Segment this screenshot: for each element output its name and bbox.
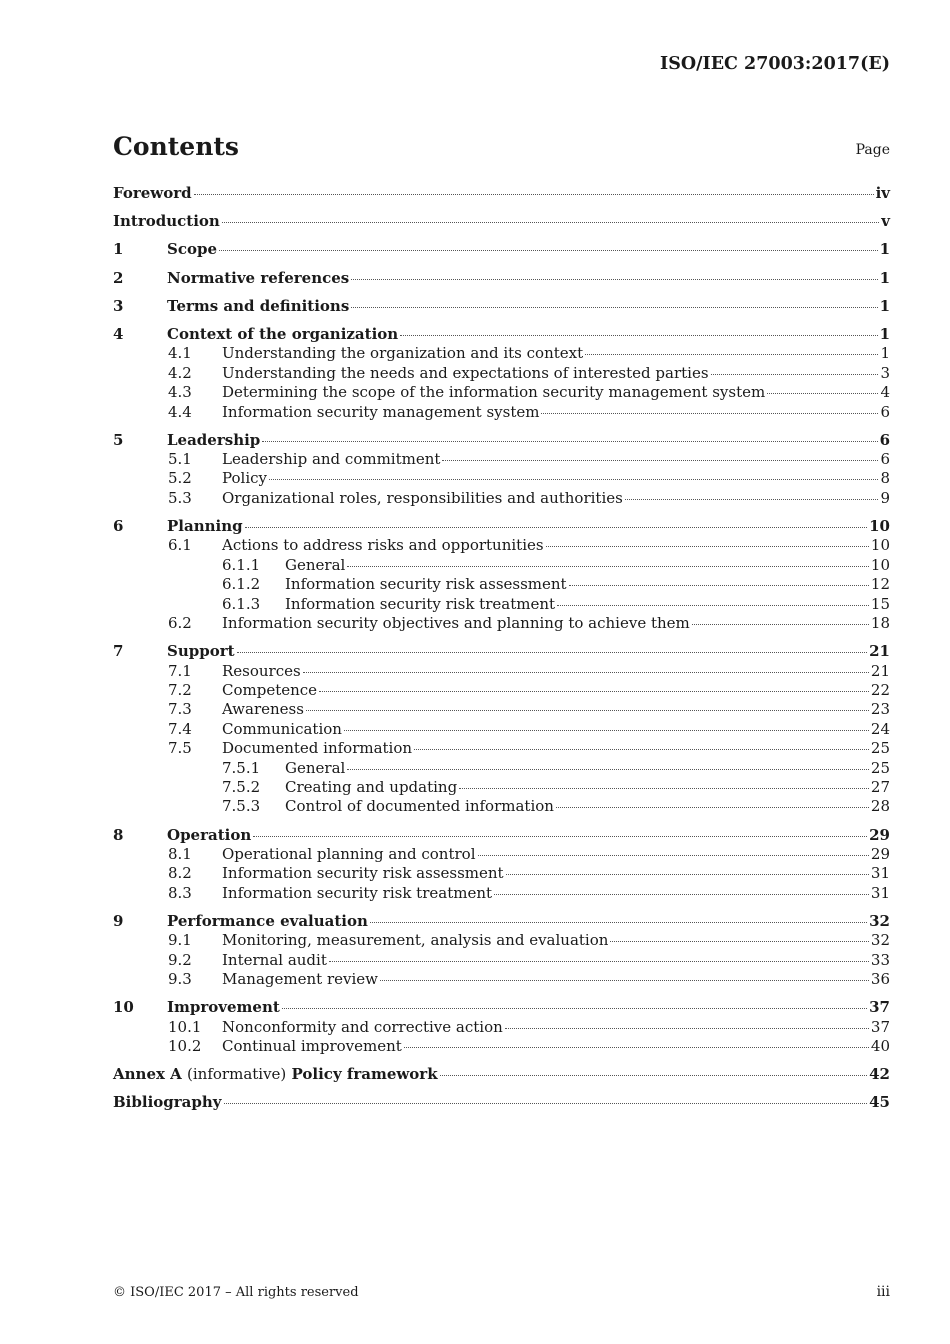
toc-entry-page: 32 bbox=[870, 931, 890, 950]
toc-entry-number: 9.3 bbox=[168, 970, 192, 989]
toc-entry[interactable] bbox=[113, 739, 890, 758]
dot-leader bbox=[556, 806, 869, 808]
toc-entry[interactable] bbox=[113, 642, 890, 661]
toc-entry[interactable] bbox=[113, 614, 890, 633]
toc-entry[interactable] bbox=[113, 1065, 890, 1084]
annex-type: (informative) bbox=[187, 1065, 287, 1084]
dot-leader bbox=[222, 221, 879, 223]
toc-entry-title: Introduction bbox=[113, 212, 220, 231]
toc-entry-number: 7.5.2 bbox=[222, 777, 261, 796]
toc-entry-title: Foreword bbox=[113, 184, 192, 202]
toc-entry-title: Creating and updating bbox=[285, 777, 458, 796]
toc-entry[interactable] bbox=[113, 1018, 890, 1037]
toc-entry-number: 10 bbox=[113, 998, 134, 1017]
toc-entry[interactable] bbox=[113, 212, 890, 231]
toc-entry[interactable] bbox=[113, 364, 890, 383]
toc-entry-number: 6.2 bbox=[168, 614, 192, 632]
dot-leader bbox=[262, 440, 877, 442]
toc-entry-title: Information security management system bbox=[222, 402, 540, 421]
toc-entry-title: Nonconformity and corrective action bbox=[222, 1017, 503, 1036]
toc-entry-number: 2 bbox=[113, 268, 124, 287]
toc-entry[interactable] bbox=[113, 469, 890, 488]
dot-leader bbox=[194, 193, 874, 195]
toc-entry-number: 8.1 bbox=[168, 844, 192, 863]
toc-entry[interactable] bbox=[113, 759, 890, 778]
toc-entry-page: 1 bbox=[879, 296, 890, 315]
toc-entry[interactable] bbox=[113, 344, 890, 363]
dot-leader bbox=[585, 353, 878, 355]
toc-entry-page: 10 bbox=[870, 555, 890, 574]
toc-entry-page: 25 bbox=[870, 758, 890, 777]
dot-leader bbox=[380, 979, 869, 981]
toc-entry[interactable] bbox=[113, 269, 890, 288]
toc-entry-page: 4 bbox=[880, 383, 890, 402]
toc-entry-number: 8.3 bbox=[168, 883, 192, 902]
toc-entry[interactable] bbox=[113, 517, 890, 536]
toc-entry[interactable] bbox=[113, 951, 890, 970]
toc-entry-page: 8 bbox=[880, 469, 890, 488]
toc-entry-page: 15 bbox=[870, 594, 890, 613]
dot-leader bbox=[767, 392, 878, 394]
toc-entry-title: Communication bbox=[222, 719, 342, 738]
dot-leader bbox=[494, 893, 869, 895]
dot-leader bbox=[329, 960, 869, 962]
toc-entry-number: 7.1 bbox=[168, 661, 192, 680]
toc-entry-title: Awareness bbox=[222, 700, 304, 719]
toc-entry-title: Information security risk treatment bbox=[222, 883, 493, 902]
toc-entry-number: 5.2 bbox=[168, 469, 192, 488]
annex-label: Annex A bbox=[113, 1065, 182, 1084]
toc-entry-number: 7.5 bbox=[168, 739, 192, 758]
dot-leader bbox=[625, 498, 879, 500]
toc-entry-page: 45 bbox=[869, 1093, 890, 1112]
toc-entry-page: 27 bbox=[870, 777, 890, 796]
toc-entry[interactable] bbox=[113, 778, 890, 797]
toc-entry-title: Scope bbox=[167, 240, 218, 259]
toc-entry-page: 33 bbox=[870, 950, 890, 969]
toc-entry[interactable] bbox=[113, 845, 890, 864]
toc-entry-title: Information security objectives and planning to achieve them bbox=[222, 614, 690, 632]
dot-leader bbox=[478, 854, 869, 856]
toc-entry-title: Bibliography bbox=[113, 1093, 222, 1112]
toc-entry-number: 7.5.1 bbox=[222, 758, 261, 777]
copyright-notice: © ISO/IEC 2017 – All rights reserved bbox=[113, 1285, 359, 1300]
toc-entry-title: Information security risk treatment bbox=[285, 594, 556, 613]
toc-entry[interactable] bbox=[113, 884, 890, 903]
toc-entry-number: 7.5.3 bbox=[222, 797, 261, 816]
toc-entry-number: 6.1.3 bbox=[222, 594, 261, 613]
toc-entry-page: 1 bbox=[879, 268, 890, 287]
toc-entry-title: Competence bbox=[222, 680, 318, 699]
toc-entry[interactable] bbox=[113, 1037, 890, 1056]
toc-entry[interactable] bbox=[113, 403, 890, 422]
toc-entry-title: Terms and definitions bbox=[167, 296, 350, 315]
toc-entry-page: 21 bbox=[869, 642, 890, 661]
toc-entry-page: 42 bbox=[869, 1065, 890, 1084]
toc-entry-page: 37 bbox=[869, 998, 890, 1017]
toc-entry-page: 31 bbox=[870, 883, 890, 902]
toc-entry-number: 9.1 bbox=[168, 931, 192, 950]
toc-entry-page: 36 bbox=[870, 970, 890, 989]
toc-entry-page: 1 bbox=[879, 324, 890, 343]
toc-entry-title: Continual improvement bbox=[222, 1037, 402, 1055]
toc-entry-page: 25 bbox=[870, 739, 890, 758]
toc-entry-page: 22 bbox=[870, 680, 890, 699]
toc-entry-page: iv bbox=[875, 184, 890, 202]
toc-entry-number: 5.3 bbox=[168, 488, 192, 507]
dot-leader bbox=[351, 278, 877, 280]
toc-entry-number: 9.2 bbox=[168, 950, 192, 969]
toc-entry[interactable] bbox=[113, 826, 890, 845]
toc-entry-page: 1 bbox=[880, 344, 890, 363]
dot-leader bbox=[351, 306, 877, 308]
toc-entry-page: 3 bbox=[880, 363, 890, 382]
toc-entry[interactable] bbox=[113, 450, 890, 469]
toc-entry-number: 10.2 bbox=[168, 1037, 202, 1055]
toc-entry-number: 4.3 bbox=[168, 383, 192, 402]
toc-entry[interactable] bbox=[113, 931, 890, 950]
toc-entry-page: 6 bbox=[880, 402, 890, 421]
toc-entry[interactable] bbox=[113, 595, 890, 614]
toc-entry-title: Information security risk assessment bbox=[285, 575, 567, 594]
toc-entry[interactable] bbox=[113, 662, 890, 681]
toc-entry-page: v bbox=[881, 212, 890, 231]
dot-leader bbox=[546, 545, 869, 547]
dot-leader bbox=[610, 940, 868, 942]
toc-entry-number: 4.2 bbox=[168, 363, 192, 382]
toc-entry-page: 28 bbox=[870, 797, 890, 816]
toc-entry-page: 31 bbox=[870, 864, 890, 883]
dot-leader bbox=[505, 1027, 869, 1029]
toc-entry-title: Context of the organization bbox=[167, 324, 399, 343]
toc-entry-page: 37 bbox=[870, 1017, 890, 1036]
toc-entry-title: General bbox=[285, 555, 346, 574]
toc-entry-title: Policy bbox=[222, 469, 267, 488]
dot-leader bbox=[404, 1046, 869, 1048]
toc-entry[interactable] bbox=[113, 431, 890, 450]
toc-entry-title: Improvement bbox=[167, 998, 280, 1017]
toc-entry-title: Information security risk assessment bbox=[222, 864, 504, 883]
toc-entry-page: 23 bbox=[870, 700, 890, 719]
dot-leader bbox=[711, 373, 879, 375]
toc-entry-page: 21 bbox=[870, 661, 890, 680]
toc-entry-page: 32 bbox=[869, 911, 890, 930]
toc-entry-number: 6.1 bbox=[168, 536, 192, 555]
toc-entry-number: 5.1 bbox=[168, 450, 192, 469]
dot-leader bbox=[319, 690, 869, 692]
toc-entry-page: 9 bbox=[880, 488, 890, 507]
toc-entry-number: 7 bbox=[113, 642, 124, 661]
toc-entry-number: 5 bbox=[113, 430, 124, 449]
dot-leader bbox=[370, 921, 867, 923]
toc-entry-page: 18 bbox=[870, 614, 890, 632]
dot-leader bbox=[557, 604, 869, 606]
toc-entry-title: General bbox=[285, 758, 346, 777]
dot-leader bbox=[569, 584, 869, 586]
dot-leader bbox=[692, 623, 869, 625]
dot-leader bbox=[303, 671, 869, 673]
dot-leader bbox=[442, 459, 878, 461]
toc-entry-title: Determining the scope of the information security management system bbox=[222, 383, 766, 402]
toc-entry-page: 12 bbox=[870, 575, 890, 594]
toc-entry-page: 10 bbox=[870, 536, 890, 555]
toc-entry-title: Leadership and commitment bbox=[222, 450, 441, 469]
toc-entry-number: 8.2 bbox=[168, 864, 192, 883]
dot-leader bbox=[237, 651, 868, 653]
toc-entry-number: 7.3 bbox=[168, 700, 192, 719]
toc-entry-page: 29 bbox=[869, 825, 890, 844]
toc-entry-page: 6 bbox=[880, 450, 890, 469]
contents-heading: Contents bbox=[113, 132, 240, 161]
toc-entry-number: 4 bbox=[113, 324, 124, 343]
toc-entry-title: Management review bbox=[222, 970, 378, 989]
document-id: ISO/IEC 27003:2017(E) bbox=[660, 54, 890, 74]
toc-entry-number: 7.2 bbox=[168, 680, 192, 699]
dot-leader bbox=[224, 1102, 868, 1104]
page-column-label: Page bbox=[855, 142, 890, 158]
toc-entry-page: 29 bbox=[870, 844, 890, 863]
toc-entry-title: Operational planning and control bbox=[222, 844, 476, 863]
dot-leader bbox=[347, 565, 869, 567]
dot-leader bbox=[245, 526, 868, 528]
toc-entry-title: Internal audit bbox=[222, 950, 327, 969]
toc-entry-title: Leadership bbox=[167, 430, 261, 449]
toc-entry-title: Planning bbox=[167, 517, 243, 536]
toc-entry-title bbox=[113, 1065, 438, 1084]
toc-entry[interactable] bbox=[113, 240, 890, 259]
toc-entry[interactable] bbox=[113, 970, 890, 989]
toc-entry-number: 4.1 bbox=[168, 344, 192, 363]
toc-entry-title: Normative references bbox=[167, 268, 350, 287]
dot-leader bbox=[282, 1007, 867, 1009]
dot-leader bbox=[400, 334, 877, 336]
toc-entry-title: Operation bbox=[167, 825, 252, 844]
toc-entry-number: 3 bbox=[113, 296, 124, 315]
annex-title: Policy framework bbox=[291, 1065, 438, 1084]
toc-entry-title: Understanding the organization and its context bbox=[222, 344, 584, 363]
toc-entry-number: 1 bbox=[113, 240, 124, 259]
toc-entry[interactable] bbox=[113, 297, 890, 316]
toc-entry[interactable] bbox=[113, 536, 890, 555]
toc-entry[interactable] bbox=[113, 700, 890, 719]
toc-entry-page: 1 bbox=[879, 240, 890, 259]
toc-entry-page: 24 bbox=[870, 719, 890, 738]
page-number: iii bbox=[876, 1284, 890, 1300]
toc-entry[interactable] bbox=[113, 184, 890, 203]
dot-leader bbox=[506, 873, 869, 875]
dot-leader bbox=[253, 835, 867, 837]
dot-leader bbox=[219, 249, 878, 251]
toc-entry-page: 6 bbox=[879, 430, 890, 449]
toc-entry-number: 9 bbox=[113, 911, 124, 930]
dot-leader bbox=[414, 748, 869, 750]
toc-entry[interactable] bbox=[113, 681, 890, 700]
toc-entry[interactable] bbox=[113, 556, 890, 575]
toc-entry-number: 4.4 bbox=[168, 402, 192, 421]
toc-entry[interactable] bbox=[113, 864, 890, 883]
toc-entry-title: Monitoring, measurement, analysis and evaluation bbox=[222, 931, 609, 950]
dot-leader bbox=[347, 768, 869, 770]
toc-entry[interactable] bbox=[113, 575, 890, 594]
dot-leader bbox=[306, 709, 869, 711]
dot-leader bbox=[541, 412, 878, 414]
toc-entry-title: Understanding the needs and expectations of interested parties bbox=[222, 363, 709, 382]
toc-entry-title: Support bbox=[167, 642, 235, 661]
toc-entry-number: 10.1 bbox=[168, 1017, 202, 1036]
toc-entry[interactable] bbox=[113, 325, 890, 344]
toc-entry-title: Organizational roles, responsibilities and authorities bbox=[222, 488, 623, 507]
toc-entry-number: 6 bbox=[113, 517, 124, 536]
toc-entry-number: 6.1.1 bbox=[222, 555, 261, 574]
toc-entry-title: Documented information bbox=[222, 739, 413, 758]
toc-entry[interactable] bbox=[113, 998, 890, 1017]
toc-entry-number: 6.1.2 bbox=[222, 575, 261, 594]
toc-entry-number: 8 bbox=[113, 825, 124, 844]
toc-entry[interactable] bbox=[113, 1093, 890, 1112]
toc-entry[interactable] bbox=[113, 383, 890, 402]
toc-entry-number: 7.4 bbox=[168, 719, 192, 738]
toc-entry[interactable] bbox=[113, 797, 890, 816]
toc-entry-title: Control of documented information bbox=[285, 797, 554, 816]
toc-entry-title: Performance evaluation bbox=[167, 911, 368, 930]
dot-leader bbox=[344, 729, 869, 731]
toc-entry-page: 40 bbox=[870, 1037, 890, 1055]
table-of-contents bbox=[113, 184, 890, 1113]
toc-entry-title: Actions to address risks and opportunities bbox=[222, 536, 544, 555]
toc-entry[interactable] bbox=[113, 912, 890, 931]
toc-entry-title: Resources bbox=[222, 661, 301, 680]
dot-leader bbox=[269, 478, 878, 480]
toc-entry-page: 10 bbox=[869, 517, 890, 536]
toc-entry[interactable] bbox=[113, 489, 890, 508]
dot-leader bbox=[459, 787, 869, 789]
toc-entry[interactable] bbox=[113, 720, 890, 739]
dot-leader bbox=[440, 1074, 868, 1076]
